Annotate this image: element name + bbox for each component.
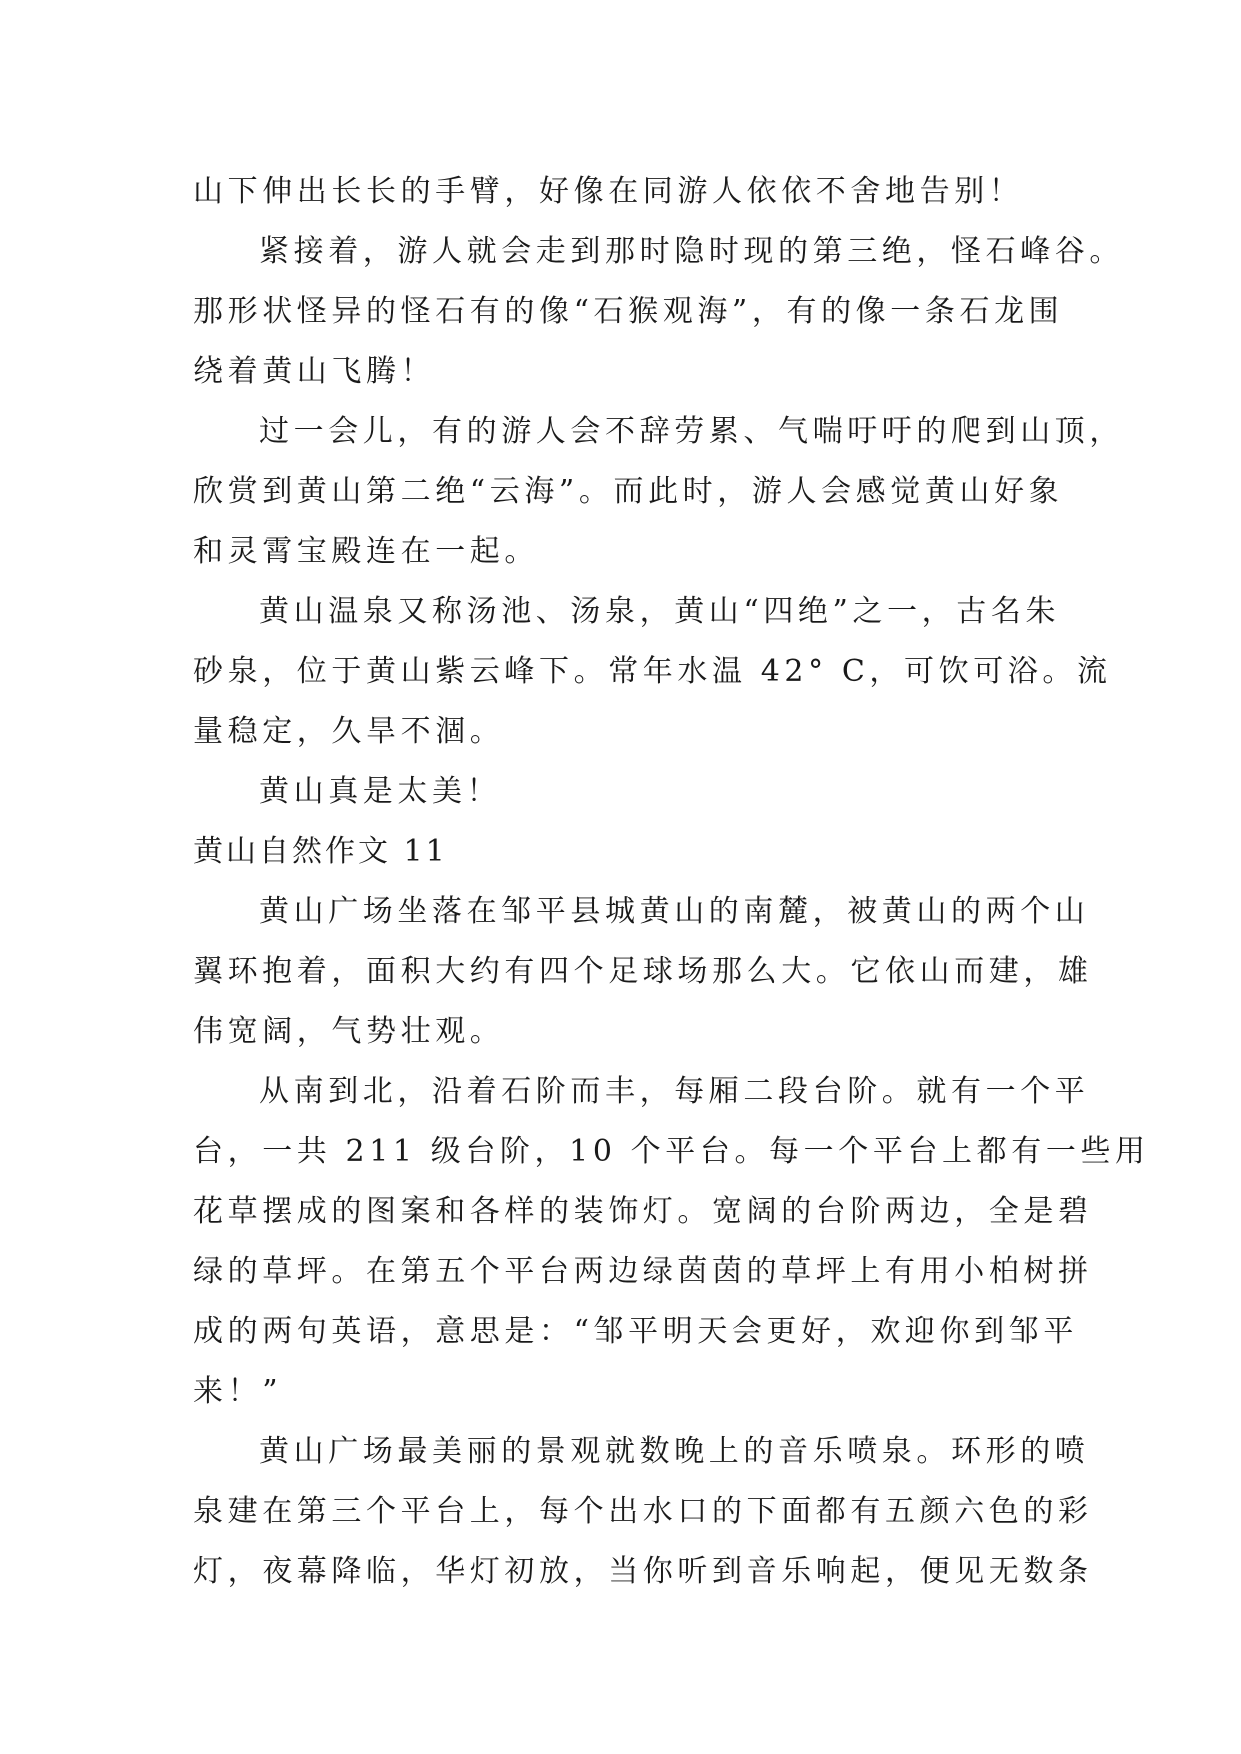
text-line: 泉建在第三个平台上，每个出水口的下面都有五颜六色的彩 <box>193 1494 1093 1529</box>
paragraph-start-line: 紧接着，游人就会走到那时隐时现的第三绝，怪石峰谷。 <box>259 234 1124 269</box>
text-line: 花草摆成的图案和各样的装饰灯。宽阔的台阶两边，全是碧 <box>193 1194 1093 1229</box>
paragraph-start-line: 黄山广场坐落在邹平县城黄山的南麓，被黄山的两个山 <box>259 894 1090 929</box>
text-line: 和灵霄宝殿连在一起。 <box>193 534 539 569</box>
text-line: 那形状怪异的怪石有的像“石猴观海”，有的像一条石龙围 <box>193 294 1064 329</box>
paragraph-start-line: 黄山广场最美丽的景观就数晚上的音乐喷泉。环形的喷 <box>259 1434 1090 1469</box>
text-line: 绕着黄山飞腾！ <box>193 354 436 389</box>
text-line: 量稳定，久旱不涸。 <box>193 714 505 749</box>
text-line: 灯，夜幕降临，华灯初放，当你听到音乐响起，便见无数条 <box>193 1554 1093 1589</box>
text-line: 来！” <box>193 1374 283 1409</box>
text-line: 砂泉，位于黄山紫云峰下。常年水温 42° C，可饮可浴。流 <box>193 654 1112 689</box>
paragraph-start-line: 过一会儿，有的游人会不辞劳累、气喘吁吁的爬到山顶， <box>259 414 1124 449</box>
paragraph-start-line: 从南到北，沿着石阶而丰，每厢二段台阶。就有一个平 <box>259 1074 1090 1109</box>
text-line: 山下伸出长长的手臂，好像在同游人依依不舍地告别！ <box>193 174 1024 209</box>
text-line: 欣赏到黄山第二绝“云海”。而此时，游人会感觉黄山好象 <box>193 474 1064 509</box>
document-body <box>193 162 1150 1602</box>
text-line: 伟宽阔，气势壮观。 <box>193 1014 505 1049</box>
text-line: 绿的草坪。在第五个平台两边绿茵茵的草坪上有用小柏树拼 <box>193 1254 1093 1289</box>
text-line: 翼环抱着，面积大约有四个足球场那么大。它依山而建，雄 <box>193 954 1093 989</box>
paragraph-start-line: 黄山真是太美！ <box>259 774 502 809</box>
essay-heading: 黄山自然作文 11 <box>193 834 448 869</box>
paragraph-start-line: 黄山温泉又称汤池、汤泉，黄山“四绝”之一，古名朱 <box>259 594 1061 629</box>
text-line: 台，一共 211 级台阶，10 个平台。每一个平台上都有一些用 <box>193 1134 1150 1169</box>
text-line: 成的两句英语，意思是：“邹平明天会更好，欢迎你到邹平 <box>193 1314 1078 1349</box>
